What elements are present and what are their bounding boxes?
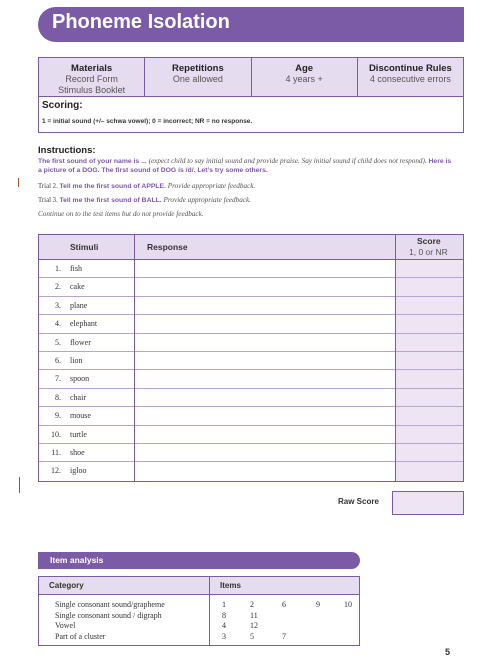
row-number: 4. — [55, 319, 61, 329]
row-number: 10. — [51, 429, 61, 439]
row-stimulus: mouse — [70, 411, 91, 421]
instructions-title: Instructions: — [38, 145, 96, 156]
repetitions-value: One allowed — [172, 74, 223, 84]
score-cell[interactable] — [396, 444, 463, 462]
materials-cell — [39, 58, 145, 96]
score-cell[interactable] — [396, 260, 463, 278]
table-row — [39, 260, 463, 278]
row-stimulus: shoe — [70, 448, 85, 457]
stimuli-table — [38, 234, 464, 482]
scoring-text: 1 = initial sound (+/– schwa vowel); 0 = incorrect; NR = no response. — [42, 118, 253, 125]
continue-text: Continue on to the test items but do not provide feedback. — [38, 210, 204, 218]
col-stimuli: Stimuli — [70, 242, 99, 252]
divider-stimuli — [134, 235, 135, 481]
discontinue-label: Discontinue Rules — [368, 63, 452, 74]
trial-3-prompt: Tell me the first sound of BALL. — [59, 197, 162, 204]
row-stimulus: plane — [70, 300, 88, 310]
margin-mark — [19, 477, 20, 493]
score-cell[interactable] — [396, 334, 463, 352]
row-stimulus: lion — [70, 356, 83, 365]
item-analysis-row — [39, 621, 359, 631]
score-cell[interactable] — [396, 462, 463, 480]
materials-line2: Stimulus Booklet — [58, 85, 126, 95]
trial-2-prompt: Tell me the first sound of APPLE. — [59, 183, 166, 190]
table-row — [39, 297, 463, 315]
margin-mark — [18, 178, 19, 187]
instr-prompt-name: The first sound of your name is ... — [38, 158, 147, 165]
item-number: 8 — [222, 610, 226, 620]
repetitions-label: Repetitions — [172, 63, 224, 74]
item-number: 11 — [250, 610, 258, 620]
response-cell[interactable] — [135, 260, 395, 278]
response-cell[interactable] — [135, 315, 395, 333]
divider-score — [395, 235, 396, 481]
category-label: Single consonant sound / digraph — [55, 610, 162, 620]
col-score: Score — [417, 236, 441, 246]
table-row — [39, 389, 463, 407]
item-number: 10 — [344, 600, 352, 609]
item-number: 4 — [222, 621, 226, 630]
score-cell[interactable] — [396, 315, 463, 333]
row-stimulus: flower — [70, 337, 91, 347]
row-stimulus: fish — [70, 264, 82, 273]
row-number: 9. — [55, 411, 61, 421]
trial-2-label: Trial 2. — [38, 183, 60, 190]
category-label: Single consonant sound/grapheme — [55, 600, 165, 609]
info-box — [38, 57, 464, 133]
repetitions-cell — [145, 58, 251, 96]
score-cell[interactable] — [396, 407, 463, 425]
item-number: 1 — [222, 600, 226, 609]
score-cell[interactable] — [396, 352, 463, 370]
item-number: 9 — [316, 600, 320, 609]
trial-2-note: Provide appropriate feedback. — [165, 182, 256, 190]
materials-line1: Record Form — [65, 74, 118, 84]
instr-prompt-here: Here is — [428, 158, 452, 165]
table-row — [39, 352, 463, 370]
col-response: Response — [147, 242, 188, 252]
row-number: 11. — [51, 448, 61, 457]
row-number: 7. — [55, 374, 61, 384]
response-cell[interactable] — [135, 462, 395, 480]
row-stimulus: spoon — [70, 374, 90, 384]
response-cell[interactable] — [135, 444, 395, 462]
response-cell[interactable] — [135, 297, 395, 315]
instr-prompt-dog: a picture of a DOG. The first sound of DOG is /d/. Let’s try some others. — [38, 167, 268, 174]
table-row — [39, 278, 463, 296]
item-number: 7 — [282, 631, 286, 641]
row-stimulus: turtle — [70, 429, 87, 439]
discontinue-cell — [358, 58, 463, 96]
response-cell[interactable] — [135, 334, 395, 352]
trial-3-note: Provide appropriate feedback. — [161, 196, 251, 204]
col-items: Items — [220, 581, 241, 590]
materials-label: Materials — [71, 63, 113, 74]
row-number: 2. — [55, 282, 61, 292]
table-row — [39, 315, 463, 333]
info-header — [39, 58, 463, 97]
category-label: Part of a cluster — [55, 631, 106, 641]
item-analysis-table — [38, 576, 360, 646]
page-title: Phoneme Isolation — [52, 11, 230, 33]
category-label: Vowel — [55, 621, 76, 630]
row-stimulus: igloo — [70, 466, 87, 476]
row-number: 1. — [55, 264, 61, 273]
row-number: 3. — [55, 300, 61, 310]
item-analysis-banner — [38, 552, 360, 569]
item-analysis-row — [39, 600, 359, 610]
score-cell[interactable] — [396, 370, 463, 388]
table-row — [39, 444, 463, 462]
col-category: Category — [49, 581, 84, 590]
table-row — [39, 334, 463, 352]
trial-3-label: Trial 3. — [38, 197, 60, 204]
row-number: 5. — [55, 337, 61, 347]
title-banner — [38, 7, 464, 42]
scoring-title: Scoring: — [42, 100, 83, 111]
row-stimulus: elephant — [70, 319, 98, 329]
table-row — [39, 370, 463, 388]
stimuli-table-header — [39, 235, 463, 260]
trial-2 — [38, 182, 464, 191]
response-cell[interactable] — [135, 352, 395, 370]
score-cell[interactable] — [396, 389, 463, 407]
response-cell[interactable] — [135, 426, 395, 444]
table-row — [39, 426, 463, 444]
instr-note: (expect child to say initial sound and provide praise. Say initial sound if child does not respond). — [146, 157, 429, 165]
row-stimulus: chair — [70, 392, 86, 402]
col-score-sub: 1, 0 or NR — [409, 247, 448, 257]
item-number: 3 — [222, 631, 226, 641]
row-stimulus: cake — [70, 282, 85, 292]
score-cell[interactable] — [396, 278, 463, 296]
item-number: 2 — [250, 600, 254, 609]
response-cell[interactable] — [135, 370, 395, 388]
item-analysis-header — [39, 577, 359, 595]
item-number: 5 — [250, 631, 254, 641]
raw-score-label: Raw Score — [338, 497, 379, 506]
score-cell[interactable] — [396, 426, 463, 444]
row-number: 6. — [55, 356, 61, 365]
item-analysis-title: Item analysis — [50, 555, 104, 565]
instructions-paragraph — [38, 157, 464, 175]
row-number: 8. — [55, 392, 61, 402]
raw-score-box[interactable] — [392, 491, 464, 515]
item-analysis-row — [39, 611, 359, 621]
table-row — [39, 407, 463, 425]
item-analysis-row — [39, 632, 359, 642]
response-cell[interactable] — [135, 389, 395, 407]
table-row — [39, 462, 463, 480]
age-value: 4 years + — [285, 74, 323, 84]
item-number: 6 — [282, 600, 286, 609]
page-number: 5 — [445, 647, 451, 657]
response-cell[interactable] — [135, 407, 395, 425]
discontinue-value: 4 consecutive errors — [369, 74, 451, 84]
age-label: Age — [295, 63, 314, 74]
age-cell — [252, 58, 358, 96]
trial-3 — [38, 196, 464, 205]
score-cell[interactable] — [396, 297, 463, 315]
item-number: 12 — [250, 621, 258, 630]
response-cell[interactable] — [135, 278, 395, 296]
row-number: 12. — [51, 466, 61, 476]
continue-note — [38, 210, 464, 219]
